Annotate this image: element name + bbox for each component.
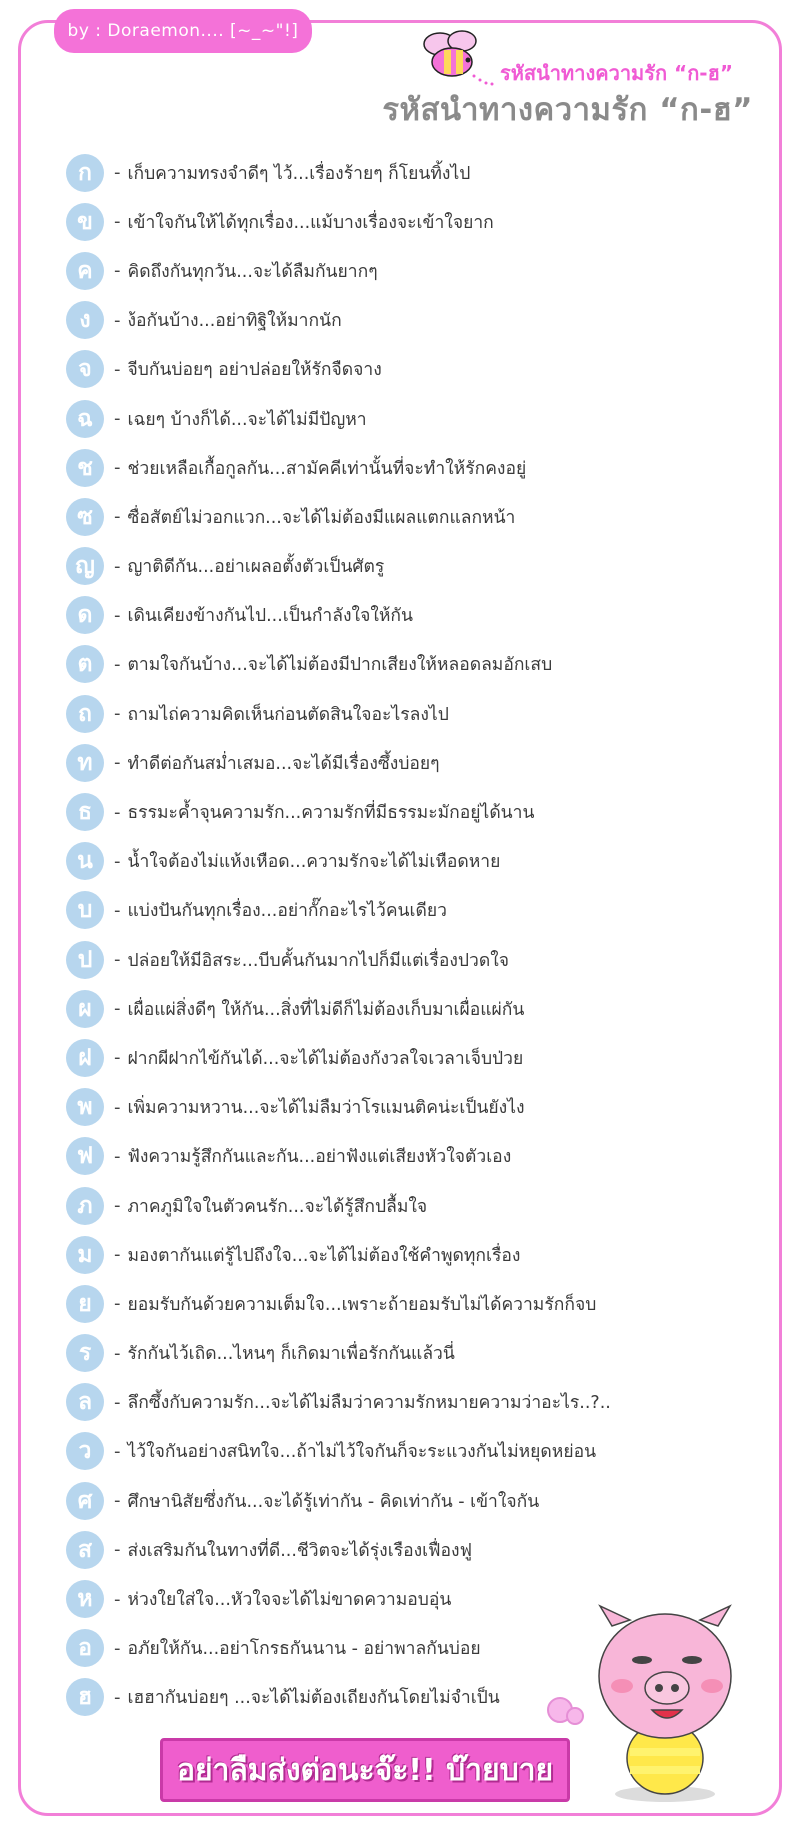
- item-text: อภัยให้กัน...อย่าโกรธกันนาน - อย่าพาลกันบ่อย: [127, 1639, 481, 1660]
- item-text: ง้อกันบ้าง...อย่าทิฐิให้มากนัก: [127, 311, 342, 332]
- letter-badge: ป: [66, 941, 104, 979]
- letter-badge: ด: [66, 596, 104, 634]
- item-text: คิดถึงกันทุกวัน...จะได้ลืมกันยากๆ: [127, 261, 378, 282]
- item-text: เฉยๆ บ้างก็ได้...จะได้ไม่มีปัญหา: [127, 409, 367, 430]
- list-item: ต - ตามใจกันบ้าง...จะได้ไม่ต้องมีปากเสียงให้หลอดลมอักเสบ: [66, 640, 766, 689]
- list-item: ฮ - เฮฮากันบ่อยๆ ...จะได้ไม่ต้องเถียงกันโดยไม่จำเป็น: [66, 1673, 766, 1722]
- item-text: ห่วงใยใส่ใจ...หัวใจจะได้ไม่ขาดความอบอุ่น: [127, 1590, 452, 1611]
- letter-badge: ธ: [66, 793, 104, 831]
- letter-badge: น: [66, 842, 104, 880]
- list-item: ถ - ถามไถ่ความคิดเห็นก่อนตัดสินใจอะไรลงไป: [66, 689, 766, 738]
- item-text: ฟังความรู้สึกกันและกัน...อย่าฟังแต่เสียงหัวใจตัวเอง: [127, 1147, 512, 1168]
- list-item: ท - ทำดีต่อกันสม่ำเสมอ...จะได้มีเรื่องซึ้งบ่อยๆ: [66, 738, 766, 787]
- item-text: เก็บความทรงจำดีๆ ไว้...เรื่องร้ายๆ ก็โยนทิ้งไป: [127, 163, 471, 184]
- letter-badge: ง: [66, 301, 104, 339]
- list-item: ฝ - ฝากผีฝากไข้กันได้...จะได้ไม่ต้องกังวลใจเวลาเจ็บป่วย: [66, 1033, 766, 1082]
- letter-badge: ก: [66, 154, 104, 192]
- item-text: เผื่อแผ่สิ่งดีๆ ให้กัน...สิ่งที่ไม่ดีก็ไม่ต้องเก็บมาเผื่อแผ่กัน: [127, 999, 525, 1020]
- list-item: ว - ไว้ใจกันอย่างสนิทใจ...ถ้าไม่ไว้ใจกันก็จะระแวงกันไม่หยุดหย่อน: [66, 1427, 766, 1476]
- item-text: ส่งเสริมกันในทางที่ดี...ชีวิตจะได้รุ่งเรืองเฟื่องฟู: [127, 1540, 472, 1561]
- item-text: น้ำใจต้องไม่แห้งเหือด...ความรักจะได้ไม่เหือดหาย: [127, 852, 501, 873]
- item-text: ทำดีต่อกันสม่ำเสมอ...จะได้มีเรื่องซึ้งบ่อยๆ: [127, 753, 440, 774]
- list-item: ร - รักกันไว้เถิด...ไหนๆ ก็เกิดมาเพื่อรักกันแล้วนี่: [66, 1329, 766, 1378]
- list-item: ม - มองตากันแต่รู้ไปถึงใจ...จะได้ไม่ต้องใช้คำพูดทุกเรื่อง: [66, 1230, 766, 1279]
- item-text: ศึกษานิสัยซึ่งกัน...จะได้รู้เท่ากัน - คิดเท่ากัน - เข้าใจกัน: [127, 1491, 540, 1512]
- letter-badge: จ: [66, 350, 104, 388]
- item-text: มองตากันแต่รู้ไปถึงใจ...จะได้ไม่ต้องใช้คำพูดทุกเรื่อง: [127, 1245, 521, 1266]
- letter-badge: ซ: [66, 498, 104, 536]
- letter-badge: พ: [66, 1088, 104, 1126]
- list-item: ฉ - เฉยๆ บ้างก็ได้...จะได้ไม่มีปัญหา: [66, 394, 766, 443]
- letter-badge: ย: [66, 1285, 104, 1323]
- letter-badge: ญ: [66, 547, 104, 585]
- item-text: เดินเคียงข้างกันไป...เป็นกำลังใจให้กัน: [127, 606, 413, 627]
- item-text: ลึกซึ้งกับความรัก...จะได้ไม่ลืมว่าความรักหมายความว่าอะไร..?..: [127, 1393, 611, 1414]
- item-text: ตามใจกันบ้าง...จะได้ไม่ต้องมีปากเสียงให้หลอดลมอักเสบ: [127, 655, 553, 676]
- letter-badge: ผ: [66, 990, 104, 1028]
- item-text: ฝากผีฝากไข้กันได้...จะได้ไม่ต้องกังวลใจเวลาเจ็บป่วย: [127, 1048, 524, 1069]
- list-item: ห - ห่วงใยใส่ใจ...หัวใจจะได้ไม่ขาดความอบอุ่น: [66, 1574, 766, 1623]
- share-reminder-banner: [160, 1738, 570, 1802]
- letter-badge: ฟ: [66, 1137, 104, 1175]
- list-item: ค - คิดถึงกันทุกวัน...จะได้ลืมกันยากๆ: [66, 246, 766, 295]
- letter-badge: ฝ: [66, 1039, 104, 1077]
- letter-badge: ห: [66, 1580, 104, 1618]
- bee-icon: [410, 26, 500, 90]
- letter-badge: ส: [66, 1531, 104, 1569]
- small-title: รหัสนำทางความรัก “ก-ฮ”: [500, 61, 733, 85]
- item-text: ไว้ใจกันอย่างสนิทใจ...ถ้าไม่ไว้ใจกันก็จะระแวงกันไม่หยุดหย่อน: [127, 1442, 597, 1463]
- item-text: เพิ่มความหวาน...จะได้ไม่ลืมว่าโรแมนติคน่ะเป็นยังไง: [127, 1098, 525, 1119]
- list-item: จ - จีบกันบ่อยๆ อย่าปล่อยให้รักจืดจาง: [66, 345, 766, 394]
- list-item: ซ - ซื่อสัตย์ไม่วอกแวก...จะได้ไม่ต้องมีแผลแตกแลกหน้า: [66, 492, 766, 541]
- list-item: ป - ปล่อยให้มีอิสระ...บีบคั้นกันมากไปก็มีแต่เรื่องปวดใจ: [66, 935, 766, 984]
- item-text: ถามไถ่ความคิดเห็นก่อนตัดสินใจอะไรลงไป: [127, 704, 449, 725]
- letter-badge: ม: [66, 1236, 104, 1274]
- list-item: ภ - ภาคภูมิใจในตัวคนรัก...จะได้รู้สึกปลื้มใจ: [66, 1181, 766, 1230]
- letter-badge: ว: [66, 1432, 104, 1470]
- list-item: ก - เก็บความทรงจำดีๆ ไว้...เรื่องร้ายๆ ก็โยนทิ้งไป: [66, 148, 766, 197]
- page-title: รหัสนำทางความรัก “ก-ฮ”: [382, 92, 753, 128]
- item-text: ญาติดีกัน...อย่าเผลอตั้งตัวเป็นศัตรู: [127, 557, 385, 578]
- letter-badge: ต: [66, 645, 104, 683]
- letter-badge: ค: [66, 252, 104, 290]
- list-item: พ - เพิ่มความหวาน...จะได้ไม่ลืมว่าโรแมนติคน่ะเป็นยังไง: [66, 1083, 766, 1132]
- letter-badge: ช: [66, 449, 104, 487]
- letter-badge: ข: [66, 203, 104, 241]
- letter-badge: ล: [66, 1383, 104, 1421]
- list-item: บ - แบ่งปันกันทุกเรื่อง...อย่ากั๊กอะไรไว้คนเดียว: [66, 886, 766, 935]
- list-item: ง - ง้อกันบ้าง...อย่าทิฐิให้มากนัก: [66, 296, 766, 345]
- pig-mascot-icon: [530, 1598, 770, 1808]
- list-item: ฟ - ฟังความรู้สึกกันและกัน...อย่าฟังแต่เสียงหัวใจตัวเอง: [66, 1132, 766, 1181]
- letter-badge: ท: [66, 744, 104, 782]
- list-item: ข - เข้าใจกันให้ได้ทุกเรื่อง...แม้บางเรื่องจะเข้าใจยาก: [66, 197, 766, 246]
- item-text: จีบกันบ่อยๆ อย่าปล่อยให้รักจืดจาง: [127, 360, 382, 381]
- item-text: เฮฮากันบ่อยๆ ...จะได้ไม่ต้องเถียงกันโดยไม่จำเป็น: [127, 1688, 500, 1709]
- letter-badge: ร: [66, 1334, 104, 1372]
- letter-badge: ภ: [66, 1187, 104, 1225]
- letter-badge: อ: [66, 1629, 104, 1667]
- list-item: ส - ส่งเสริมกันในทางที่ดี...ชีวิตจะได้รุ่งเรืองเฟื่องฟู: [66, 1525, 766, 1574]
- list-item: ย - ยอมรับกันด้วยความเต็มใจ...เพราะถ้ายอมรับไม่ได้ความรักก็จบ: [66, 1279, 766, 1328]
- item-text: ภาคภูมิใจในตัวคนรัก...จะได้รู้สึกปลื้มใจ: [127, 1196, 428, 1217]
- item-text: ปล่อยให้มีอิสระ...บีบคั้นกันมากไปก็มีแต่เรื่องปวดใจ: [127, 950, 510, 971]
- list-item: ญ - ญาติดีกัน...อย่าเผลอตั้งตัวเป็นศัตรู: [66, 542, 766, 591]
- letter-badge: ฉ: [66, 400, 104, 438]
- author-badge: by : Doraemon.... [~_~"!]: [54, 9, 312, 53]
- letter-badge: ถ: [66, 695, 104, 733]
- list-item: ด - เดินเคียงข้างกันไป...เป็นกำลังใจให้กัน: [66, 591, 766, 640]
- list-item: น - น้ำใจต้องไม่แห้งเหือด...ความรักจะได้ไม่เหือดหาย: [66, 837, 766, 886]
- letter-badge: บ: [66, 891, 104, 929]
- list-item: ช - ช่วยเหลือเกื้อกูลกัน...สามัคคีเท่านั้นที่จะทำให้รักคงอยู่: [66, 443, 766, 492]
- item-text: ซื่อสัตย์ไม่วอกแวก...จะได้ไม่ต้องมีแผลแตกแลกหน้า: [127, 507, 516, 528]
- item-text: ช่วยเหลือเกื้อกูลกัน...สามัคคีเท่านั้นที่จะทำให้รักคงอยู่: [127, 458, 527, 479]
- list-item: ล - ลึกซึ้งกับความรัก...จะได้ไม่ลืมว่าความรักหมายความว่าอะไร..?..: [66, 1378, 766, 1427]
- letter-badge: ฮ: [66, 1678, 104, 1716]
- list-item: อ - อภัยให้กัน...อย่าโกรธกันนาน - อย่าพาลกันบ่อย: [66, 1624, 766, 1673]
- item-text: รักกันไว้เถิด...ไหนๆ ก็เกิดมาเพื่อรักกันแล้วนี่: [127, 1344, 455, 1365]
- alphabet-list: [66, 148, 766, 1722]
- item-text: เข้าใจกันให้ได้ทุกเรื่อง...แม้บางเรื่องจะเข้าใจยาก: [127, 212, 494, 233]
- list-item: ธ - ธรรมะค้ำจุนความรัก...ความรักที่มีธรรมะมักอยู่ได้นาน: [66, 787, 766, 836]
- list-item: ผ - เผื่อแผ่สิ่งดีๆ ให้กัน...สิ่งที่ไม่ดีก็ไม่ต้องเก็บมาเผื่อแผ่กัน: [66, 984, 766, 1033]
- share-reminder-text: อย่าลืมส่งต่อนะจ๊ะ!! บ๊ายบาย: [176, 1752, 554, 1788]
- item-text: ธรรมะค้ำจุนความรัก...ความรักที่มีธรรมะมักอยู่ได้นาน: [127, 803, 535, 824]
- item-text: ยอมรับกันด้วยความเต็มใจ...เพราะถ้ายอมรับไม่ได้ความรักก็จบ: [127, 1294, 597, 1315]
- letter-badge: ศ: [66, 1482, 104, 1520]
- list-item: ศ - ศึกษานิสัยซึ่งกัน...จะได้รู้เท่ากัน - คิดเท่ากัน - เข้าใจกัน: [66, 1476, 766, 1525]
- item-text: แบ่งปันกันทุกเรื่อง...อย่ากั๊กอะไรไว้คนเดียว: [127, 901, 447, 922]
